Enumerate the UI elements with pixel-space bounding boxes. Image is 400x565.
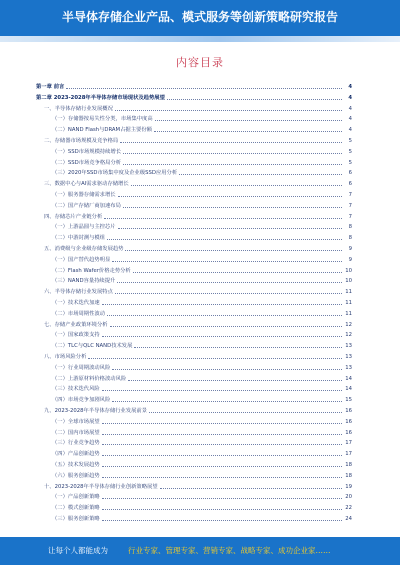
toc-entry[interactable]	[36, 276, 352, 285]
toc-leader-dots	[115, 293, 342, 294]
toc-entry-label: （三）行业竞争趋势	[52, 440, 100, 447]
toc-entry-page: 13	[345, 343, 352, 350]
toc-entry-label: （一）国产替代趋势明显	[52, 256, 111, 263]
toc-entry-page: 5	[348, 148, 352, 155]
toc-entry-label: （二）国内市场展望	[52, 429, 100, 436]
toc-leader-dots	[112, 261, 342, 262]
toc-entry-label: （二）中游封测与模组	[52, 235, 105, 242]
toc-entry[interactable]	[36, 460, 352, 469]
toc-entry-label: （一）技术迭代加速	[52, 300, 100, 306]
toc-leader-dots	[102, 455, 342, 456]
toc-leader-dots	[102, 477, 342, 478]
toc-entry-page: 11	[345, 300, 352, 306]
toc-entry-label: 二、存储器市场规模及竞争格局	[44, 138, 119, 144]
toc-entry[interactable]	[36, 363, 352, 372]
toc-leader-dots	[154, 131, 342, 132]
toc-entry[interactable]	[36, 114, 352, 123]
toc-leader-dots	[107, 239, 342, 240]
toc-leader-dots	[128, 380, 342, 381]
toc-entry-label: （二）上游原材料价格波动风险	[52, 375, 127, 382]
toc-entry-page: 10	[345, 267, 352, 274]
table-of-contents	[36, 82, 352, 529]
toc-entry-label: （一）全球市场展望	[52, 418, 100, 425]
toc-entry[interactable]	[36, 492, 352, 501]
toc-entry[interactable]	[36, 374, 352, 383]
toc-entry-label: 第一章 前言	[36, 84, 65, 90]
toc-entry-label: 四、存储芯片产业链分析	[44, 213, 103, 220]
toc-entry-page: 8	[348, 224, 352, 231]
toc-leader-dots	[125, 250, 342, 251]
toc-entry[interactable]	[36, 190, 352, 199]
toc-entry-label: 一、半导体存储行业发展概况	[44, 105, 113, 112]
toc-title: 内容目录	[176, 56, 224, 69]
footer-slogan: 让每个人都能成为	[48, 546, 108, 555]
toc-entry-page: 14	[345, 386, 352, 393]
toc-entry-label: （一）上游晶圆与主控芯片	[52, 224, 116, 231]
toc-entry-page: 6	[348, 181, 352, 188]
toc-leader-dots	[123, 153, 342, 154]
toc-leader-dots	[66, 88, 342, 89]
toc-entry-page: 13	[345, 354, 352, 360]
toc-leader-dots	[149, 412, 342, 413]
toc-entry-page: 4	[348, 105, 352, 112]
toc-entry-page: 16	[345, 408, 352, 414]
toc-entry-label: （一）产品创新策略	[52, 494, 100, 501]
toc-leader-dots	[112, 369, 342, 370]
toc-entry-label: （二）NAND Flash与DRAM占据主要份额	[52, 127, 152, 134]
toc-entry-page: 19	[345, 483, 352, 490]
toc-entry[interactable]	[36, 222, 352, 231]
toc-leader-dots	[167, 99, 342, 100]
toc-entry-page: 11	[345, 289, 352, 296]
toc-leader-dots	[102, 498, 342, 499]
toc-entry-label: 七、存储产业政策环境分析	[44, 321, 108, 328]
toc-entry-page: 18	[345, 462, 352, 468]
toc-entry[interactable]	[36, 244, 352, 253]
toc-entry[interactable]	[36, 233, 352, 242]
toc-entry[interactable]	[36, 384, 352, 393]
toc-entry-page: 9	[348, 256, 352, 263]
toc-entry-label: （一）服务器存储需求增长	[52, 192, 116, 198]
toc-entry-label: （二）TLC与QLC NAND技术发展	[52, 343, 133, 350]
header-accent-band	[0, 36, 400, 42]
toc-entry[interactable]	[36, 438, 352, 447]
toc-entry-page: 6	[348, 170, 352, 177]
toc-entry-page: 7	[348, 192, 352, 198]
toc-entry-label: 五、消费级与企业级存储发展趋势	[44, 246, 124, 252]
toc-entry-label: （三）NAND容量持续提升	[52, 278, 116, 285]
toc-entry-label: （三）2020年SSD市场集中度及企业级SSD应用分析	[52, 170, 178, 177]
toc-leader-dots	[102, 304, 342, 305]
toc-entry[interactable]	[36, 125, 352, 134]
toc-leader-dots	[155, 120, 342, 121]
toc-entry-page: 13	[345, 364, 352, 371]
toc-entry-page: 11	[345, 310, 352, 317]
toc-entry-label: （一）存储器按易失性分类，市场集中度高	[52, 116, 153, 123]
toc-entry-label: 九、2023-2028年半导体存储行业发展前景	[44, 408, 148, 414]
toc-entry-page: 14	[345, 375, 352, 382]
toc-entry[interactable]	[36, 255, 352, 264]
toc-entry-page: 20	[345, 494, 352, 501]
toc-entry-page: 4	[348, 94, 352, 101]
toc-entry-label: （二）国产存储厂商加速布局	[52, 202, 121, 209]
toc-leader-dots	[131, 185, 342, 186]
toc-leader-dots	[123, 164, 342, 165]
toc-entry-label: （三）服务创新策略	[52, 516, 100, 522]
toc-entry-page: 5	[348, 138, 352, 144]
toc-entry-label: （三）技术迭代风险	[52, 386, 100, 393]
toc-entry[interactable]	[36, 341, 352, 350]
toc-entry[interactable]	[36, 482, 352, 491]
toc-entry-label: （二）SSD市场竞争格局分析	[52, 159, 122, 166]
toc-leader-dots	[102, 434, 342, 435]
toc-leader-dots	[134, 347, 342, 348]
toc-entry[interactable]	[36, 82, 352, 91]
toc-entry[interactable]	[36, 309, 352, 318]
report-title: 半导体存储企业产品、模式服务等创新策略研究报告	[61, 10, 338, 24]
toc-entry[interactable]	[36, 406, 352, 415]
toc-entry-label: （四）产品创新趋势	[52, 451, 100, 458]
toc-entry[interactable]	[36, 449, 352, 458]
toc-entry-page: 7	[348, 202, 352, 209]
toc-leader-dots	[133, 272, 342, 273]
toc-entry-page: 24	[345, 516, 352, 522]
footer-roles: 行业专家、管理专家、营销专家、战略专家、成功企业家……	[128, 546, 331, 555]
toc-entry-page: 8	[348, 235, 352, 242]
toc-entry[interactable]	[36, 136, 352, 145]
toc-entry[interactable]	[36, 330, 352, 339]
toc-entry-page: 10	[345, 278, 352, 285]
toc-entry[interactable]	[36, 503, 352, 512]
toc-entry[interactable]	[36, 471, 352, 480]
toc-leader-dots	[118, 196, 342, 197]
toc-entry[interactable]	[36, 298, 352, 307]
toc-entry-page: 16	[345, 418, 352, 425]
toc-leader-dots	[115, 110, 342, 111]
toc-entry[interactable]	[36, 201, 352, 210]
toc-entry[interactable]	[36, 212, 352, 221]
toc-leader-dots	[107, 315, 342, 316]
toc-entry[interactable]	[36, 395, 352, 404]
toc-leader-dots	[104, 218, 342, 219]
toc-entry[interactable]	[36, 158, 352, 167]
toc-entry[interactable]	[36, 417, 352, 426]
toc-entry-label: 十、2023-2028年半导体存储行业创新策略展望	[44, 483, 158, 490]
toc-leader-dots	[102, 509, 342, 510]
toc-entry-page: 16	[345, 429, 352, 436]
toc-entry-page: 4	[348, 127, 352, 134]
toc-leader-dots	[120, 142, 342, 143]
toc-entry-page: 17	[345, 440, 352, 447]
toc-entry[interactable]	[36, 514, 352, 523]
toc-entry-label: 三、数据中心与AI需求驱动存储增长	[44, 181, 129, 188]
toc-entry[interactable]	[36, 168, 352, 177]
toc-entry[interactable]	[36, 93, 352, 102]
toc-entry-label: 六、半导体存储行业发展特点	[44, 289, 113, 296]
toc-leader-dots	[102, 423, 342, 424]
toc-leader-dots	[112, 401, 342, 402]
toc-leader-dots	[123, 207, 342, 208]
toc-entry[interactable]	[36, 179, 352, 188]
toc-entry-label: （二）Flash Wafer价格走势分析	[52, 267, 131, 274]
toc-entry-page: 5	[348, 159, 352, 166]
toc-leader-dots	[102, 520, 342, 521]
toc-entry-label: （四）市场竞争加剧风险	[52, 397, 111, 404]
toc-leader-dots	[117, 282, 342, 283]
toc-leader-dots	[102, 466, 342, 467]
toc-entry[interactable]	[36, 266, 352, 275]
toc-entry-label: （二）市场周期性波动	[52, 310, 105, 317]
toc-entry-label: （一）行业周期波动风险	[52, 364, 111, 371]
toc-entry-label: （六）服务创新趋势	[52, 472, 100, 479]
toc-leader-dots	[102, 336, 342, 337]
toc-entry-page: 12	[345, 321, 352, 328]
toc-entry-page: 17	[345, 451, 352, 458]
toc-entry-page: 22	[345, 505, 352, 512]
toc-entry-label: （五）技术发展趋势	[52, 462, 100, 468]
toc-leader-dots	[88, 358, 342, 359]
toc-entry-label: 第二章 2023-2028年半导体存储市场现状及趋势展望	[36, 94, 165, 101]
toc-entry-page: 7	[348, 213, 352, 220]
toc-entry-page: 4	[348, 84, 352, 90]
toc-leader-dots	[102, 390, 342, 391]
toc-entry[interactable]	[36, 428, 352, 437]
toc-entry[interactable]	[36, 352, 352, 361]
toc-entry-page: 9	[348, 246, 352, 252]
toc-entry[interactable]	[36, 287, 352, 296]
toc-entry-label: （二）模式创新策略	[52, 505, 100, 512]
toc-leader-dots	[160, 488, 342, 489]
toc-leader-dots	[102, 444, 342, 445]
toc-entry-label: （一）国家政策支持	[52, 332, 100, 339]
toc-entry[interactable]	[36, 147, 352, 156]
toc-entry-page: 4	[348, 116, 352, 123]
toc-entry[interactable]	[36, 104, 352, 113]
toc-entry[interactable]	[36, 320, 352, 329]
toc-leader-dots	[110, 326, 342, 327]
toc-entry-page: 18	[345, 472, 352, 479]
toc-entry-page: 15	[345, 397, 352, 404]
toc-entry-page: 12	[345, 332, 352, 339]
toc-entry-label: （一）SSD市场规模持续增长	[52, 148, 122, 155]
toc-leader-dots	[179, 174, 342, 175]
toc-leader-dots	[118, 228, 342, 229]
toc-entry-label: 八、市场风险分析	[44, 354, 87, 360]
